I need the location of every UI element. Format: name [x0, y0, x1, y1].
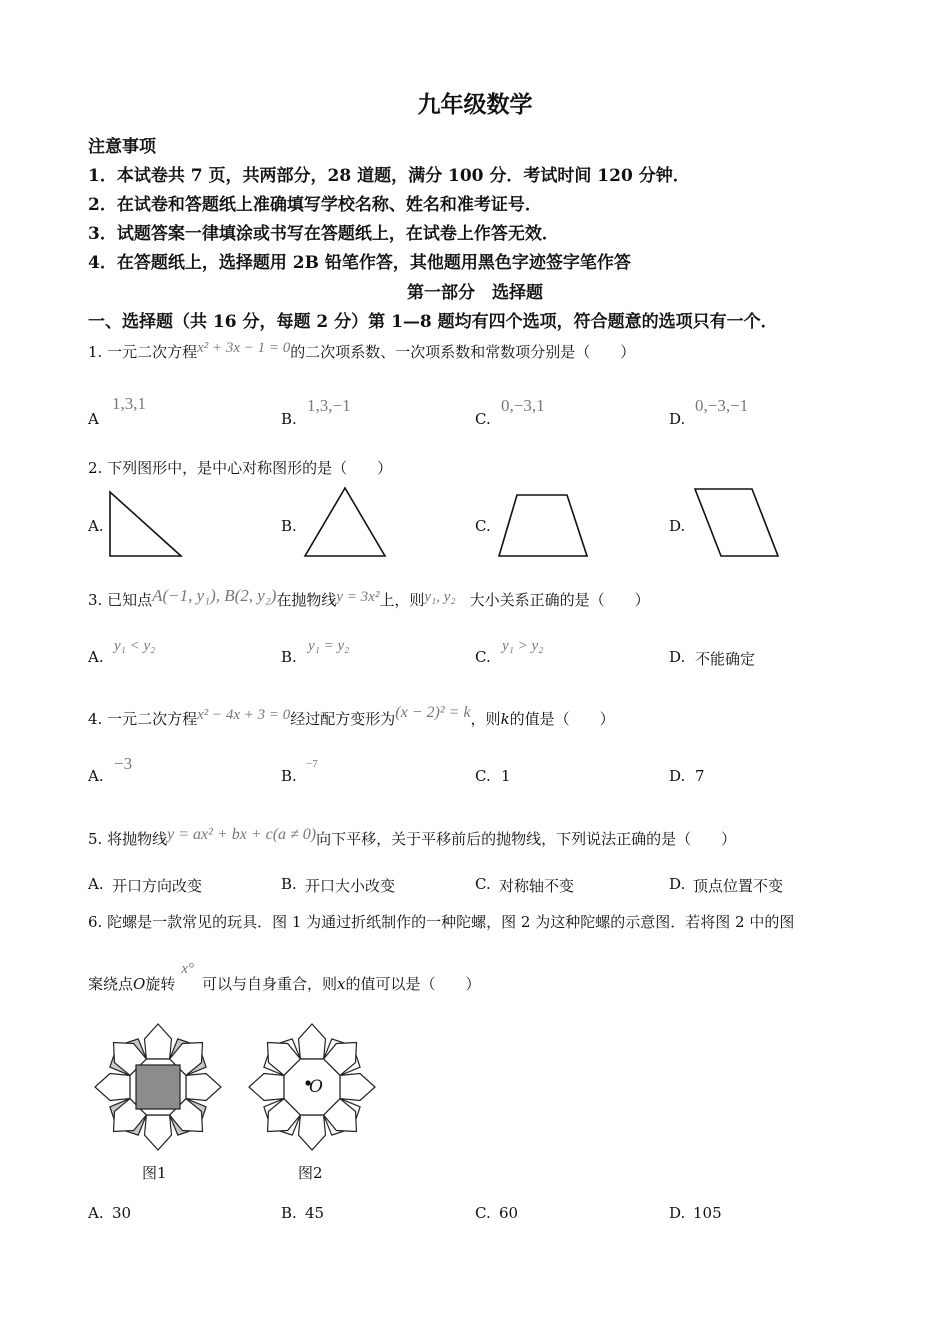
q2-option-c-letter: C.: [475, 517, 491, 535]
question-3: [88, 586, 650, 610]
figure-1-label: 图1: [142, 1164, 167, 1182]
q6-option-a-letter: A.: [88, 1204, 104, 1222]
center-square: [136, 1065, 180, 1109]
q4-equation-2: (x − 2)² = k: [395, 704, 471, 721]
pentagon: [249, 1074, 284, 1101]
question-6-line-2: [88, 961, 481, 994]
q3-option-d-letter: D.: [669, 648, 686, 666]
q1-option-b-letter: B.: [281, 410, 297, 428]
figure-2-point-o: O: [309, 1077, 323, 1097]
q3-points: A(−1, y₁), B(2, y₂): [152, 586, 277, 605]
pentagon: [299, 1115, 326, 1150]
q6-option-b-value: 45: [305, 1204, 325, 1222]
q4-tail-pre: ，则: [470, 710, 501, 728]
q4-option-d-letter: D.: [669, 767, 686, 785]
q6-angle: x°: [181, 961, 194, 977]
q5-tail: 向下平移，关于平移前后的抛物线，下列说法正确的是（ ）: [316, 830, 737, 848]
q3-option-c-letter: C.: [475, 648, 491, 666]
q6-tail-post: 的值可以是（ ）: [345, 975, 481, 993]
question-1: [88, 341, 635, 362]
q1-option-d-letter: D.: [669, 410, 686, 428]
q3-option-b-value: y₁ = y₂: [308, 638, 350, 654]
q6-point: O: [133, 975, 146, 993]
q3-option-d-value: 不能确定: [695, 650, 756, 668]
q5-option-d-letter: D.: [669, 875, 686, 893]
q5-option-c-letter: C.: [475, 875, 491, 893]
page-title: 九年级数学: [417, 91, 533, 118]
pentagon: [95, 1074, 130, 1101]
q5-option-a-value: 开口方向改变: [112, 877, 203, 895]
pentagon: [299, 1024, 326, 1059]
q5-option-b-value: 开口大小改变: [305, 877, 396, 895]
q1-option-c-value: 0,−3,1: [501, 396, 545, 415]
q4-tail-post: 的值是（ ）: [509, 710, 615, 728]
q6-option-a-value: 30: [112, 1204, 132, 1222]
q5-equation: y = ax² + bx + c(a ≠ 0): [167, 826, 317, 843]
q2-trapezoid-shape: [496, 492, 590, 558]
q4-option-b-letter: B.: [281, 767, 297, 785]
q2-option-b-letter: B.: [281, 517, 297, 535]
q1-lead: 1. 一元二次方程: [88, 343, 198, 361]
q6-option-c-value: 60: [499, 1204, 519, 1222]
q2-isosceles-triangle-shape: [302, 486, 388, 558]
q3-lead: 3. 已知点: [88, 591, 153, 609]
q6-option-d-letter: D.: [669, 1204, 686, 1222]
q6-option-c-letter: C.: [475, 1204, 491, 1222]
question-2: 2. 下列图形中，是中心对称图形的是（ ）: [88, 459, 393, 477]
q4-mid: 经过配方变形为: [290, 710, 396, 728]
section-title: 一、选择题（共 16 分，每题 2 分）第 1—8 题均有四个选项，符合题意的选项只有一个．: [88, 312, 778, 332]
q1-option-c-letter: C.: [475, 410, 491, 428]
q4-equation: x² − 4x + 3 = 0: [197, 707, 291, 723]
q4-option-b-value: −7: [306, 758, 318, 770]
q6-x: x: [337, 975, 346, 993]
q1-tail: 的二次项系数、一次项系数和常数项分别是（ ）: [290, 343, 636, 361]
q3-mid2: 上，则: [379, 591, 425, 609]
q5-option-b-letter: B.: [281, 875, 297, 893]
q6-mid: 旋转: [145, 975, 176, 993]
pentagon: [340, 1074, 375, 1101]
q6-tail-pre: 可以与自身重合，则: [202, 975, 338, 993]
q3-equation: y = 3x²: [336, 589, 380, 605]
q4-option-a-value: −3: [114, 754, 133, 773]
q4-option-d-value: 7: [695, 767, 705, 785]
notice-item: 1．本试卷共 7 页，共两部分，28 道题，满分 100 分．考试时间 120 分钟．: [88, 166, 690, 186]
q1-equation: x² + 3x − 1 = 0: [197, 340, 291, 356]
figure-1-spinning-top: [82, 1012, 234, 1162]
q6-option-b-letter: B.: [281, 1204, 297, 1222]
q4-lead: 4. 一元二次方程: [88, 710, 198, 728]
q2-option-d-letter: D.: [669, 517, 686, 535]
notice-item: 2．在试卷和答题纸上准确填写学校名称、姓名和准考证号．: [88, 195, 542, 215]
figure-2-label: 图2: [298, 1164, 323, 1182]
q3-option-c-value: y₁ > y₂: [502, 638, 544, 654]
q3-option-b-letter: B.: [281, 648, 297, 666]
q3-vars: y₁, y₂: [424, 589, 456, 605]
part-title: 第一部分 选择题: [407, 283, 543, 303]
q5-lead: 5. 将抛物线: [88, 830, 168, 848]
q2-right-triangle-shape: [108, 490, 184, 558]
q3-mid: 在抛物线: [276, 591, 337, 609]
notice-heading: 注意事项: [88, 137, 156, 157]
q1-option-a-value: 1,3,1: [112, 394, 146, 413]
q5-option-c-value: 对称轴不变: [499, 877, 575, 895]
question-6-line-1: 6. 陀螺是一款常见的玩具．图 1 为通过折纸制作的一种陀螺，图 2 为这种陀螺的示意图．若将图 2 中的图: [88, 913, 795, 931]
notice-item: 3．试题答案一律填涂或书写在答题纸上，在试卷上作答无效．: [88, 224, 559, 244]
q1-option-b-value: 1,3,−1: [307, 396, 351, 415]
q5-option-d-value: 顶点位置不变: [693, 877, 784, 895]
q2-parallelogram-shape: [692, 486, 782, 558]
q1-option-a-letter: A: [88, 410, 99, 428]
question-4: [88, 704, 615, 729]
pentagon: [186, 1074, 221, 1101]
q4-option-c-letter: C.: [475, 767, 491, 785]
q3-option-a-value: y₁ < y₂: [114, 638, 156, 654]
q4-option-a-letter: A.: [88, 767, 104, 785]
q3-tail: 大小关系正确的是（ ）: [469, 591, 650, 609]
q4-k: k: [500, 710, 510, 728]
q6-option-d-value: 105: [693, 1204, 722, 1222]
q4-option-c-value: 1: [501, 767, 511, 785]
q6-lead: 案绕点: [88, 975, 134, 993]
q3-option-a-letter: A.: [88, 648, 104, 666]
q2-option-a-letter: A.: [88, 517, 104, 535]
pentagon: [145, 1024, 172, 1059]
q5-option-a-letter: A.: [88, 875, 104, 893]
question-5: [88, 828, 736, 849]
q1-option-d-value: 0,−3,−1: [695, 396, 749, 415]
notice-item: 4．在答题纸上，选择题用 2B 铅笔作答，其他题用黑色字迹签字笔作答: [88, 253, 631, 273]
pentagon: [145, 1115, 172, 1150]
